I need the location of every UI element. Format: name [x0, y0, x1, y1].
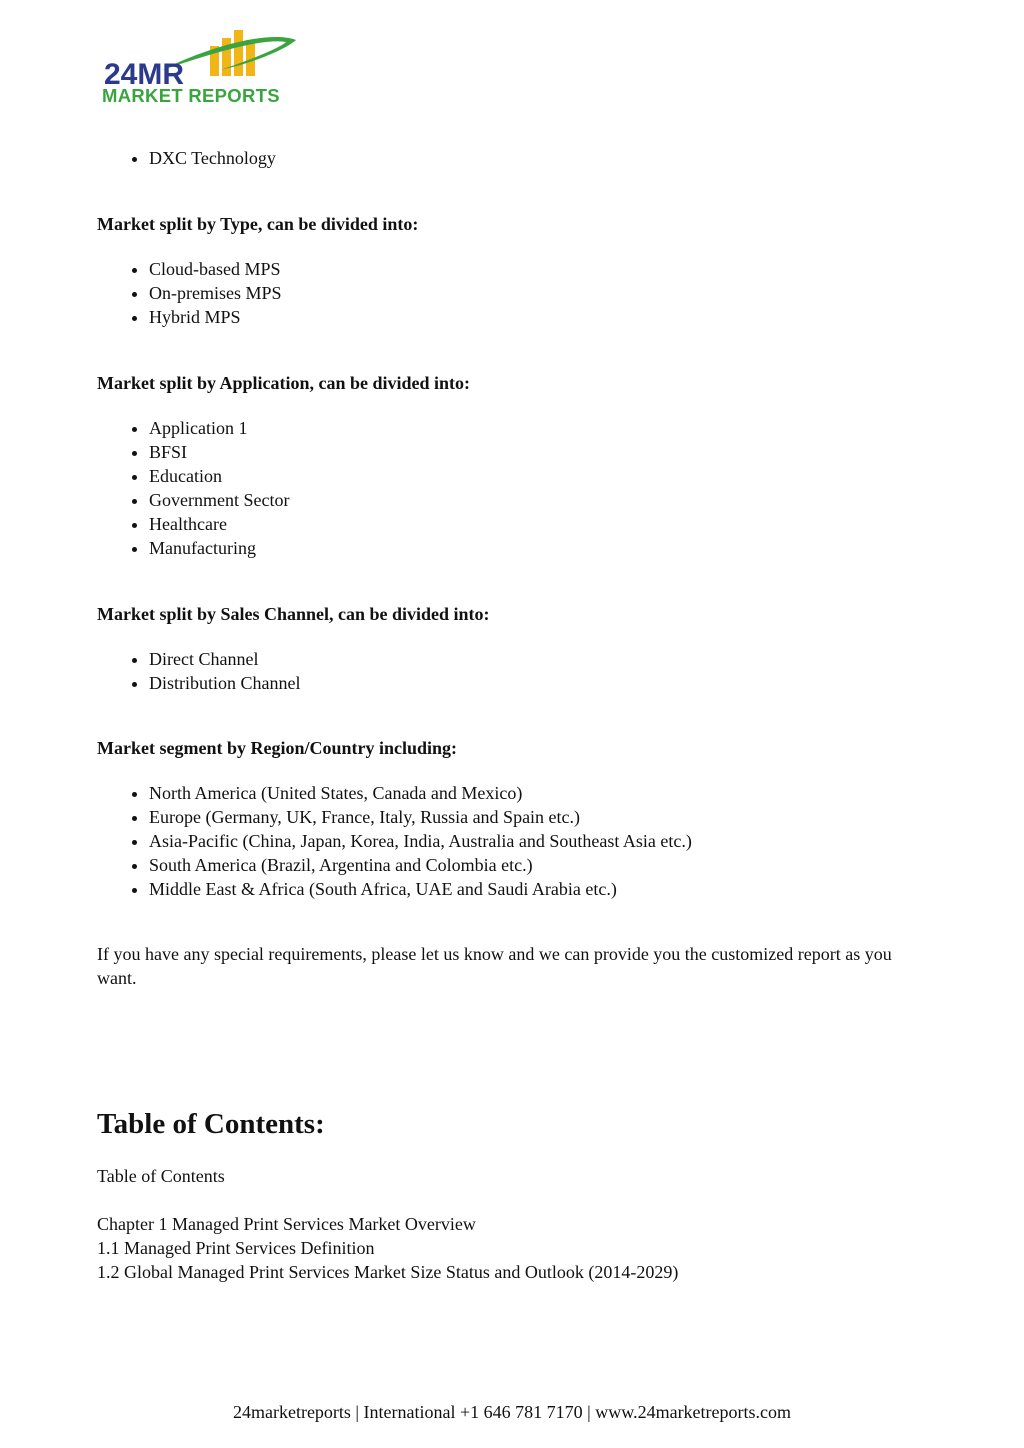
region-list: [97, 781, 692, 901]
application-heading: Market split by Application, can be divided into:: [97, 373, 471, 393]
toc-title: Table of Contents:: [97, 1108, 325, 1140]
toc-line: 1.2 Global Managed Print Services Market Size Status and Outlook (2014-2029): [97, 1262, 679, 1282]
toc-subtitle: Table of Contents: [97, 1166, 225, 1186]
type-heading: Market split by Type, can be divided into:: [97, 214, 419, 234]
list-item: Middle East & Africa (South Africa, UAE and Saudi Arabia etc.): [97, 877, 692, 901]
channel-heading: Market split by Sales Channel, can be divided into:: [97, 604, 490, 624]
region-heading: Market segment by Region/Country including:: [97, 738, 457, 758]
logo-top-text: 24MR: [104, 58, 185, 91]
list-item: On-premises MPS: [97, 281, 282, 305]
toc-line: 1.1 Managed Print Services Definition: [97, 1238, 375, 1258]
list-item: Cloud-based MPS: [97, 257, 282, 281]
list-item: Education: [97, 464, 289, 488]
list-item: BFSI: [97, 440, 289, 464]
company-logo: [100, 26, 305, 110]
list-item: Europe (Germany, UK, France, Italy, Russia and Spain etc.): [97, 805, 692, 829]
page-footer: 24marketreports | International +1 646 781 7170 | www.24marketreports.com: [232, 1402, 792, 1422]
list-item: DXC Technology: [97, 146, 276, 170]
list-item: South America (Brazil, Argentina and Colombia etc.): [97, 853, 692, 877]
list-item: North America (United States, Canada and Mexico): [97, 781, 692, 805]
list-item: Asia-Pacific (China, Japan, Korea, India, Australia and Southeast Asia etc.): [97, 829, 692, 853]
list-item: Direct Channel: [97, 647, 301, 671]
company-list: [97, 146, 276, 170]
list-item: Distribution Channel: [97, 671, 301, 695]
type-list: [97, 257, 282, 329]
list-item: Hybrid MPS: [97, 305, 282, 329]
list-item: Healthcare: [97, 512, 289, 536]
custom-request-note: If you have any special requirements, please let us know and we can provide you the customized report as you want.: [97, 944, 892, 988]
toc-line: Chapter 1 Managed Print Services Market Overview: [97, 1214, 476, 1234]
list-item: Government Sector: [97, 488, 289, 512]
logo-bottom-text: MARKET REPORTS: [102, 85, 280, 106]
list-item: Application 1: [97, 416, 289, 440]
list-item: Manufacturing: [97, 536, 289, 560]
channel-list: [97, 647, 301, 695]
application-list: [97, 416, 289, 560]
